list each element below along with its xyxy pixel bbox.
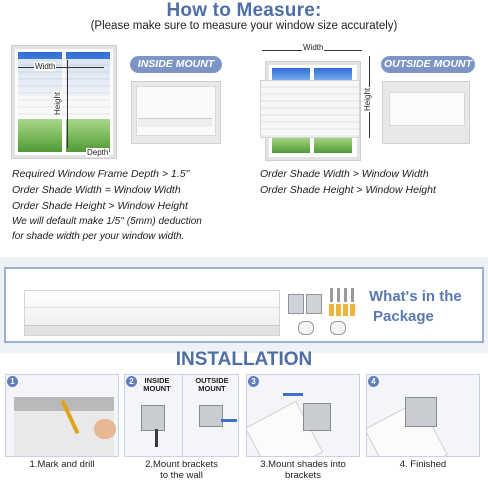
step-3-caption-line1: 3.Mount shades into	[260, 459, 346, 470]
package-title-line2: Package	[373, 308, 434, 325]
width-label: Width	[35, 62, 56, 71]
arrow-icon	[221, 419, 237, 422]
brackets-photo	[288, 294, 324, 316]
height-label: Height	[363, 87, 372, 111]
inside-mount-detail-photo	[131, 81, 221, 144]
inside-mount-badge: INSIDE MOUNT	[130, 56, 222, 73]
screwdriver-icon	[155, 429, 158, 447]
page-subtitle: (Please make sure to measure your window size accurately)	[90, 20, 398, 32]
step-2-caption-line2: to the wall	[160, 470, 203, 481]
width-label: Width	[303, 43, 324, 52]
outside-note-1: Order Shade Width > Window Width	[260, 168, 429, 180]
clips-photo	[298, 321, 346, 335]
window-frame	[12, 46, 116, 158]
outside-mount-illustration	[258, 42, 376, 160]
step-1-number: 1	[7, 376, 18, 387]
package-title-line1: What's in the	[369, 288, 462, 305]
bracket-icon	[405, 397, 437, 427]
inside-note-3: Order Shade Height > Window Height	[12, 200, 188, 212]
step-2-number: 2	[126, 376, 137, 387]
inside-note-4: We will default make 1/5'' (5mm) deduction	[12, 216, 202, 227]
inside-bracket-icon	[141, 405, 165, 431]
step-3-number: 3	[248, 376, 259, 387]
step-4-number: 4	[368, 376, 379, 387]
hand-icon	[94, 419, 116, 439]
outside-mount-detail-photo	[382, 81, 470, 144]
step-3-panel	[246, 374, 360, 457]
height-label: Height	[53, 91, 62, 115]
step-1-panel	[5, 374, 119, 457]
inside-note-1: Required Window Frame Depth > 1.5''	[12, 168, 190, 180]
outside-mount-label-line1: OUTSIDE	[195, 376, 229, 385]
outside-note-2: Order Shade Height > Window Height	[260, 184, 436, 196]
outside-mount-label-line2: MOUNT	[198, 384, 226, 393]
outside-mount-badge: OUTSIDE MOUNT	[381, 56, 475, 73]
step-4-panel	[366, 374, 480, 457]
inside-mount-label-line2: MOUNT	[143, 384, 171, 393]
step-1-caption: 1.Mark and drill	[29, 459, 95, 470]
page-title: How to Measure:	[166, 0, 322, 21]
screws-photo	[328, 288, 356, 318]
shade-product-photo	[24, 290, 280, 336]
step-2-caption-line1: 2.Mount brackets	[145, 459, 218, 470]
inside-mount-label-line1: INSIDE	[144, 376, 170, 385]
step-4-caption: 4. Finished	[399, 459, 447, 470]
bracket-icon	[303, 403, 331, 431]
depth-label: Depth	[87, 148, 109, 157]
inside-mount-illustration	[12, 46, 116, 158]
installation-title: INSTALLATION	[175, 349, 313, 370]
outside-bracket-icon	[199, 405, 223, 427]
inside-note-5: for shade width per your window width.	[12, 231, 185, 242]
inside-note-2: Order Shade Width = Window Width	[12, 184, 181, 196]
arrow-icon	[283, 393, 303, 396]
step-3-caption-line2: brackets	[285, 470, 321, 481]
